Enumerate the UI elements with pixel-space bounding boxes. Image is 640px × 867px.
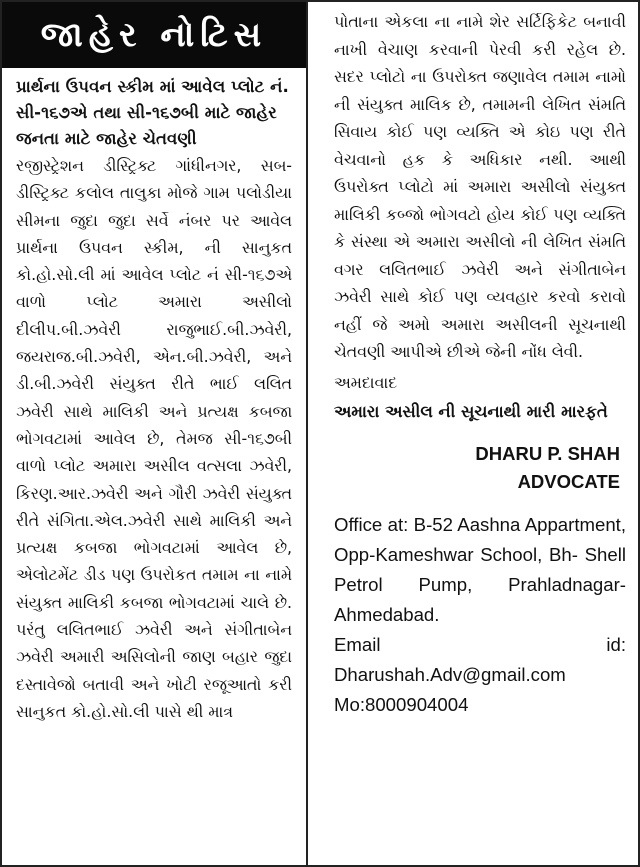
right-column [308, 2, 638, 865]
advocate-name: DHARU P. SHAH [475, 442, 620, 464]
mobile-number: Mo:8000904004 [334, 693, 469, 715]
office-address: Office at: B-52 Aashna Appartment, Opp-Kameshwar School, Bh- Shell Petrol Pump, Prahladnagar-Ahmedabad. [334, 513, 626, 625]
notice-body-right: પોતાના એકલા ના નામે શેર સર્ટિફિકેટ બનાવી નાખી વેચાણ કરવાની પેરવી કરી રહેલ છે. સદર પ્લોટો ના ઉપરોક્ત જણાવેલ તમામ નામો ની સંયુક્ત માલિક છે, તમામની લેખિત સંમતિ સિવાય કોઈ પણ વ્યક્તિ એ કોઇ પણ રીતે વેચવાનો હક કે અધિકાર નથી. આથી ઉપરોક્ત પ્લોટો માં અમારા અસીલો સંયુક્ત માલિકી કબ્જો ભોગવટો હોય કોઈ પણ વ્યક્તિ કે સંસ્થા એ અમારા અસીલો ની લેખિત સંમતિ વગર લલિતભાઈ ઝવેરી અને સંગીતાબેન ઝવેરી સાથે કોઈ પણ વ્યવહાર કરવો કરાવો નહીં જે અમો અમારા અસીલની સૂચનાથી ચેતવણી આપીએ છીએ જેની નોંધ લેવી. [334, 12, 626, 361]
left-body [2, 68, 306, 725]
left-column [2, 2, 308, 865]
notice-heading: પ્રાર્થના ઉપવન સ્કીમ માં આવેલ પ્લોટ નં. સી-૧૬૭એ તથા સી-૧૬૭બી માટે જાહેર જનતા માટે જાહેર ચેતવણી [16, 77, 289, 148]
notice-banner [2, 2, 306, 68]
notice-title: જાહેર નોટિસ [40, 15, 268, 55]
email-address: Dharushah.Adv@gmail.com [334, 663, 566, 685]
on-behalf-line: અમારા અસીલ ની સૂચનાથી મારી મારફતે [334, 401, 608, 421]
email-label-row [334, 630, 626, 660]
city-name: અમદાવાદ [334, 372, 398, 392]
email-label-suffix: id: [606, 633, 626, 655]
advocate-title: ADVOCATE [517, 470, 620, 492]
notice-body-left: રજીસ્ટ્રેશન ડીસ્ટ્રિક્ટ ગાંધીનગર, સબ-ડીસ્ટ્રિક્ટ કલોલ તાલુકા મોજે ગામ પલોડીયા સીમના જુદા જુદા સર્વે નંબર પર આવેલ પ્રાર્થના ઉપવન સ્કીમ, ની સાનુકત કો.હો.સો.લી માં આવેલ પ્લોટ નં સી-૧૬૭એ વાળો પ્લોટ અમારા અસીલો દીલીપ.બી.ઝવેરી રાજુભાઈ.બી.ઝવેરી, જયરાજ.બી.ઝવેરી, એન.બી.ઝવેરી, અને ડી.બી.ઝવેરી સંયુક્ત રીતે ભાઈ લલિત ઝવેરી સાથે માલિકી અને પ્રત્યક્ષ કબજા ભોગવટામાં આવેલ છે, તેમજ સી-૧૬૭બી વાળો પ્લોટ અમારા અસીલ વત્સલા ઝવેરી, કિરણ.આર.ઝવેરી અને ગૌરી ઝવેરી સંયુક્ત રીતે સંગિતા.એલ.ઝવેરી સાથે માલિકી અને પ્રત્યક્ષ કબજા ભોગવટામાં આવેલ છે, એલોટમેંટ ડીડ પણ ઉપરોકત તમામ ના નામે સંયુક્ત માલિકી કબજા ભોગવટામાં ચાલે છે. પરંતુ લલિતભાઈ ઝવેરી અને સંગીતાબેન ઝવેરી અમારી અસિલોની જાણ બહાર જુદા દસ્તાવેજો બતાવી અને ખોટી રજૂઆતો કરી સાનુકત કો.હો.સો.લી પાસે થી માત્ર [16, 156, 292, 721]
email-label: Email [334, 633, 381, 655]
